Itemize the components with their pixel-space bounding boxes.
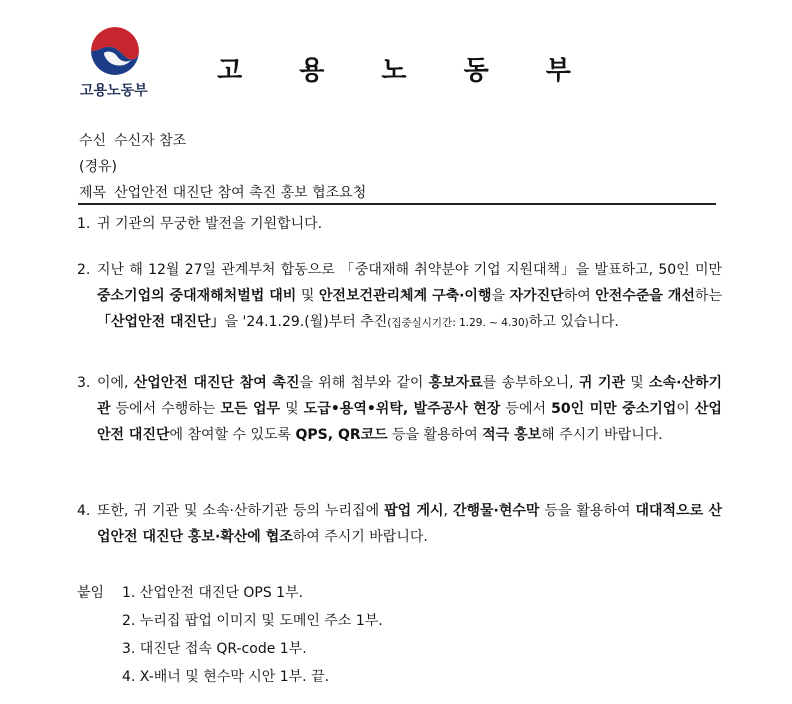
text-span: 등을 활용하여 [539, 503, 636, 519]
text-span: 등을 활용하여 [387, 427, 483, 443]
bold-span: 도급•용역•위탁, 발주공사 현장 [303, 401, 501, 417]
text-span: 을 '24.1.29.(월)부터 추진 [224, 314, 388, 330]
bold-span: 소속·산하기관 [97, 375, 722, 417]
text-span: , [443, 503, 453, 519]
paragraph-number: 3. [77, 375, 91, 391]
text-span: 및 [280, 401, 304, 417]
bold-span: 귀 기관 [578, 375, 626, 391]
text-span: 하여 [563, 288, 596, 304]
text-span: 해 주시기 바랍니다. [541, 427, 663, 443]
text-span: 등에서 수행하는 [110, 401, 221, 417]
text-span: 이 [676, 401, 695, 417]
text-span: 지난 해 12월 27일 관계부처 합동으로 「중대재해 취약분야 기업 지원대책」을 발표하고, 50인 미만 [97, 262, 722, 278]
text-span: 이에, [97, 375, 134, 391]
recipient-value: 수신자 참조 [114, 133, 187, 149]
paragraph-3 [77, 370, 722, 448]
paragraph-4 [77, 498, 722, 550]
bold-span: 중소기업의 중대재해처벌법 대비 [97, 288, 297, 304]
via-line: (경유) [79, 159, 117, 175]
page-title: 고 용 노 동 부 [217, 56, 595, 86]
logo-text: 고용노동부 [80, 83, 148, 99]
recipient-label: 수신 [79, 133, 107, 149]
attachment-item: 4. X-배너 및 현수막 시안 1부. 끝. [122, 669, 330, 685]
bold-span: 간행물·현수막 [452, 503, 540, 519]
paragraph-1 [77, 211, 722, 237]
attachment-item: 1. 산업안전 대진단 OPS 1부. [122, 585, 304, 601]
text-span: 하고 있습니다. [528, 314, 619, 330]
text-span: 하는 [694, 288, 722, 304]
text-span: 에 참여할 수 있도록 [169, 427, 296, 443]
bold-span: 적극 홍보 [482, 427, 542, 443]
bold-span: 산업안전 대진단 [97, 401, 722, 443]
text-span: 를 송부하오니, [482, 375, 579, 391]
subject-value: 산업안전 대진단 참여 촉진 홍보 협조요청 [114, 185, 367, 201]
text-span: 등에서 [500, 401, 552, 417]
text-span: 을 위해 첨부와 같이 [299, 375, 429, 391]
bold-span: 대대적으로 산업안전 대진단 홍보·확산에 협조 [97, 503, 722, 545]
bold-span: 자가진단 [509, 288, 564, 304]
header-divider [78, 203, 716, 205]
attachments-label: 붙임 [77, 585, 105, 601]
bold-span: 홍보자료 [428, 375, 483, 391]
bold-span: 안전보건관리체계 구축·이행 [318, 288, 492, 304]
paragraph-number: 1. [77, 216, 91, 232]
subject-label: 제목 [79, 185, 107, 201]
bold-span: 「산업안전 대진단」 [97, 314, 225, 330]
small-text-span: (집중실시기간: 1.29. ~ 4.30) [387, 317, 529, 329]
text-span: 및 [296, 288, 319, 304]
text-span: 및 [625, 375, 650, 391]
bold-span: QPS, QR코드 [295, 427, 388, 443]
recipient-line [79, 130, 186, 150]
bold-span: 안전수준을 개선 [595, 288, 695, 304]
paragraph-number: 4. [77, 503, 91, 519]
paragraph-number: 2. [77, 262, 91, 278]
bold-span: 50인 미만 중소기업 [551, 401, 677, 417]
subject-line [79, 182, 366, 202]
bold-span: 팝업 게시 [384, 503, 444, 519]
paragraph-text: 귀 기관의 무궁한 발전을 기원합니다. [97, 216, 323, 232]
paragraph-2 [77, 257, 722, 336]
bold-span: 산업안전 대진단 참여 촉진 [133, 375, 300, 391]
text-span: 또한, 귀 기관 및 소속·산하기관 등의 누리집에 [97, 503, 385, 519]
text-span: 을 [491, 288, 510, 304]
text-span: 하여 주시기 바랍니다. [292, 529, 428, 545]
attachment-item: 2. 누리집 팝업 이미지 및 도메인 주소 1부. [122, 613, 383, 629]
attachment-item: 3. 대진단 접속 QR-code 1부. [122, 641, 307, 657]
bold-span: 모든 업무 [220, 401, 281, 417]
